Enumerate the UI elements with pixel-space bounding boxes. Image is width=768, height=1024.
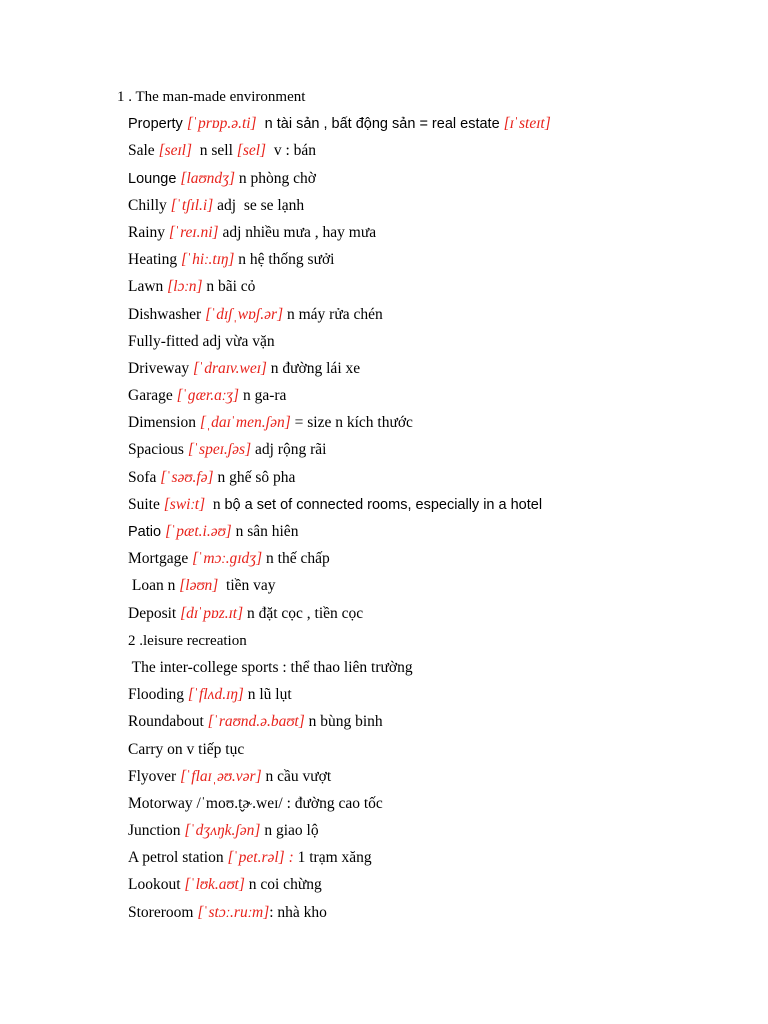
entry-meaning: n đường lái xe <box>266 359 361 377</box>
entry-word: Driveway <box>128 359 193 377</box>
entry-extra: bộ a set of connected rooms, especially in a hotel <box>224 496 543 513</box>
entry-word: Garage <box>128 387 177 405</box>
list-item <box>128 521 768 548</box>
entry-word: The inter-college sports : thể thao liên trường <box>128 658 413 676</box>
entry-phonetic: [laʊndʒ] <box>180 169 235 187</box>
entry-word: Rainy <box>128 223 169 241</box>
list-item <box>128 222 768 249</box>
entry-meaning: n bãi cỏ <box>202 278 256 296</box>
entry-phonetic-2: [ɪˈsteɪt] <box>503 115 551 133</box>
entry-phonetic: [seɪl] <box>158 142 193 160</box>
entry-phonetic: [ˈhiː.tɪŋ] <box>180 251 235 269</box>
list-item <box>128 140 768 167</box>
entry-meaning: n bùng binh <box>304 713 383 731</box>
entry-meaning: n cầu vượt <box>261 767 332 785</box>
entry-word: Property <box>128 116 187 133</box>
list-item <box>128 657 768 684</box>
entry-word: Loan n <box>128 577 180 595</box>
list-item <box>128 739 768 766</box>
entry-word: Lookout <box>128 876 185 894</box>
list-item <box>128 195 768 222</box>
entry-word: Chilly <box>128 196 171 214</box>
entry-phonetic: [ˈtʃɪl.i] <box>170 196 214 214</box>
list-item <box>128 494 768 521</box>
entry-word: Junction <box>128 822 185 840</box>
entry-meaning: n lũ lụt <box>243 686 292 704</box>
entry-phonetic: [ˈɡær.ɑːʒ] <box>176 387 240 405</box>
entry-meaning: : đường cao tốc <box>282 794 383 812</box>
entry-meaning: n hệ thống sưởi <box>234 251 335 269</box>
entry-meaning: n thế chấp <box>262 550 330 568</box>
list-item <box>128 548 768 575</box>
entry-word: Sale <box>128 142 159 160</box>
entry-phonetic: [ˈprɒp.ə.ti] <box>186 115 257 133</box>
entry-word: Roundabout <box>128 713 208 731</box>
entry-phonetic: [ˈlʊk.aʊt] <box>184 876 245 894</box>
list-item <box>128 820 768 847</box>
list-item <box>128 168 768 195</box>
entry-phonetic: [ˈreɪ.ni] <box>168 223 219 241</box>
entry-meaning: adj se se lạnh <box>213 196 305 214</box>
entry-phonetic: [ˌdaɪˈmen.ʃən] <box>199 414 291 432</box>
entry-meaning: adj rộng rãi <box>251 441 327 459</box>
entry-meaning: n tài sản , bất động sản <box>256 116 420 133</box>
entry-meaning: n máy rửa chén <box>283 305 383 323</box>
entry-word: Patio <box>128 524 166 540</box>
entry-word: Flooding <box>128 686 188 704</box>
entry-word: Lawn <box>128 278 168 296</box>
entry-word: Spacious <box>128 441 188 459</box>
entry-meaning: n ga-ra <box>239 387 287 405</box>
entry-meaning: n sell <box>192 142 237 160</box>
list-item <box>128 874 768 901</box>
section-heading <box>117 86 768 113</box>
entry-meaning: n <box>205 495 225 513</box>
list-item <box>128 276 768 303</box>
list-item <box>128 603 768 630</box>
entry-phonetic: [ˈpet.rəl] : <box>227 849 294 867</box>
list-item <box>128 439 768 466</box>
entry-word: Dimension <box>128 414 200 432</box>
entry-word: Sofa <box>128 468 161 486</box>
entry-phonetic: /ˈmoʊ.t̬ɚ.weɪ/ <box>196 794 283 812</box>
list-item <box>128 711 768 738</box>
entry-meaning: n đặt cọc , tiền cọc <box>243 604 364 622</box>
entry-phonetic: [swiːt] <box>163 495 206 513</box>
entry-phonetic: [ˈflʌd.ɪŋ] <box>187 686 244 704</box>
list-item <box>128 847 768 874</box>
entry-phonetic: [ˈmɔː.ɡɪdʒ] <box>192 550 263 568</box>
entry-phonetic: [ˈraʊnd.ə.baʊt] <box>207 713 305 731</box>
entry-extra: v : bán <box>266 142 317 160</box>
list-item <box>128 304 768 331</box>
entry-word: Suite <box>128 495 164 513</box>
section-heading <box>128 630 768 657</box>
entry-word: Storeroom <box>128 903 198 921</box>
entry-phonetic: [ˈsəʊ.fə] <box>160 468 214 486</box>
entry-meaning: = size n kích thước <box>290 414 413 432</box>
list-item <box>128 684 768 711</box>
entry-word: A petrol station <box>128 849 228 867</box>
list-item <box>128 766 768 793</box>
list-item <box>128 902 768 929</box>
vocabulary-list <box>0 86 768 929</box>
list-item <box>128 113 768 140</box>
list-item <box>128 412 768 439</box>
entry-meaning: tiền vay <box>218 577 276 595</box>
entry-phonetic: [ˈdɪʃˌwɒʃ.ər] <box>205 305 284 323</box>
entry-word: Motorway <box>128 794 197 812</box>
entry-phonetic: [ˈdraɪv.weɪ] <box>193 359 267 377</box>
entry-meaning: adj nhiều mưa , hay mưa <box>218 223 377 241</box>
entry-phonetic: [ˈdʒʌŋk.ʃən] <box>184 822 261 840</box>
entry-word: Carry on v tiếp tục <box>128 740 245 758</box>
list-item <box>128 358 768 385</box>
entry-meaning: n giao lộ <box>260 822 319 840</box>
entry-phonetic: [ˈpæt.i.əʊ] <box>165 523 232 540</box>
entry-word: Mortgage <box>128 550 193 568</box>
section-title: 1 . The man-made environment <box>117 89 306 105</box>
entry-word: Fully-fitted adj vừa vặn <box>128 332 275 350</box>
list-item <box>128 249 768 276</box>
list-item <box>128 467 768 494</box>
list-item <box>128 331 768 358</box>
entry-phonetic: [lɔːn] <box>167 278 203 296</box>
list-item <box>128 793 768 820</box>
entry-word: Deposit <box>128 604 181 622</box>
entry-meaning: n ghế sô pha <box>213 468 296 486</box>
entry-extra: = real estate <box>419 116 504 133</box>
entry-meaning: : nhà kho <box>269 903 327 921</box>
list-item <box>128 575 768 602</box>
entry-phonetic-2: [sel] <box>236 142 267 160</box>
section-title: 2 .leisure recreation <box>128 632 247 649</box>
entry-word: Dishwasher <box>128 305 206 323</box>
entry-meaning: n coi chừng <box>244 876 322 894</box>
entry-phonetic: [ˈflaɪˌəʊ.vər] <box>180 767 262 785</box>
entry-phonetic: [ləʊn] <box>179 577 219 595</box>
entry-meaning: n sân hiên <box>231 523 299 540</box>
entry-meaning: n phòng chờ <box>234 169 316 187</box>
entry-phonetic: [dɪˈpɒz.ɪt] <box>180 604 244 622</box>
list-item <box>128 385 768 412</box>
entry-word: Lounge <box>128 170 181 187</box>
entry-phonetic: [ˈspeɪ.ʃəs] <box>187 441 252 459</box>
entry-word: Heating <box>128 251 181 269</box>
entry-meaning: 1 trạm xăng <box>293 849 372 867</box>
entry-phonetic: [ˈstɔː.ruːm] <box>197 903 270 921</box>
entry-word: Flyover <box>128 767 181 785</box>
